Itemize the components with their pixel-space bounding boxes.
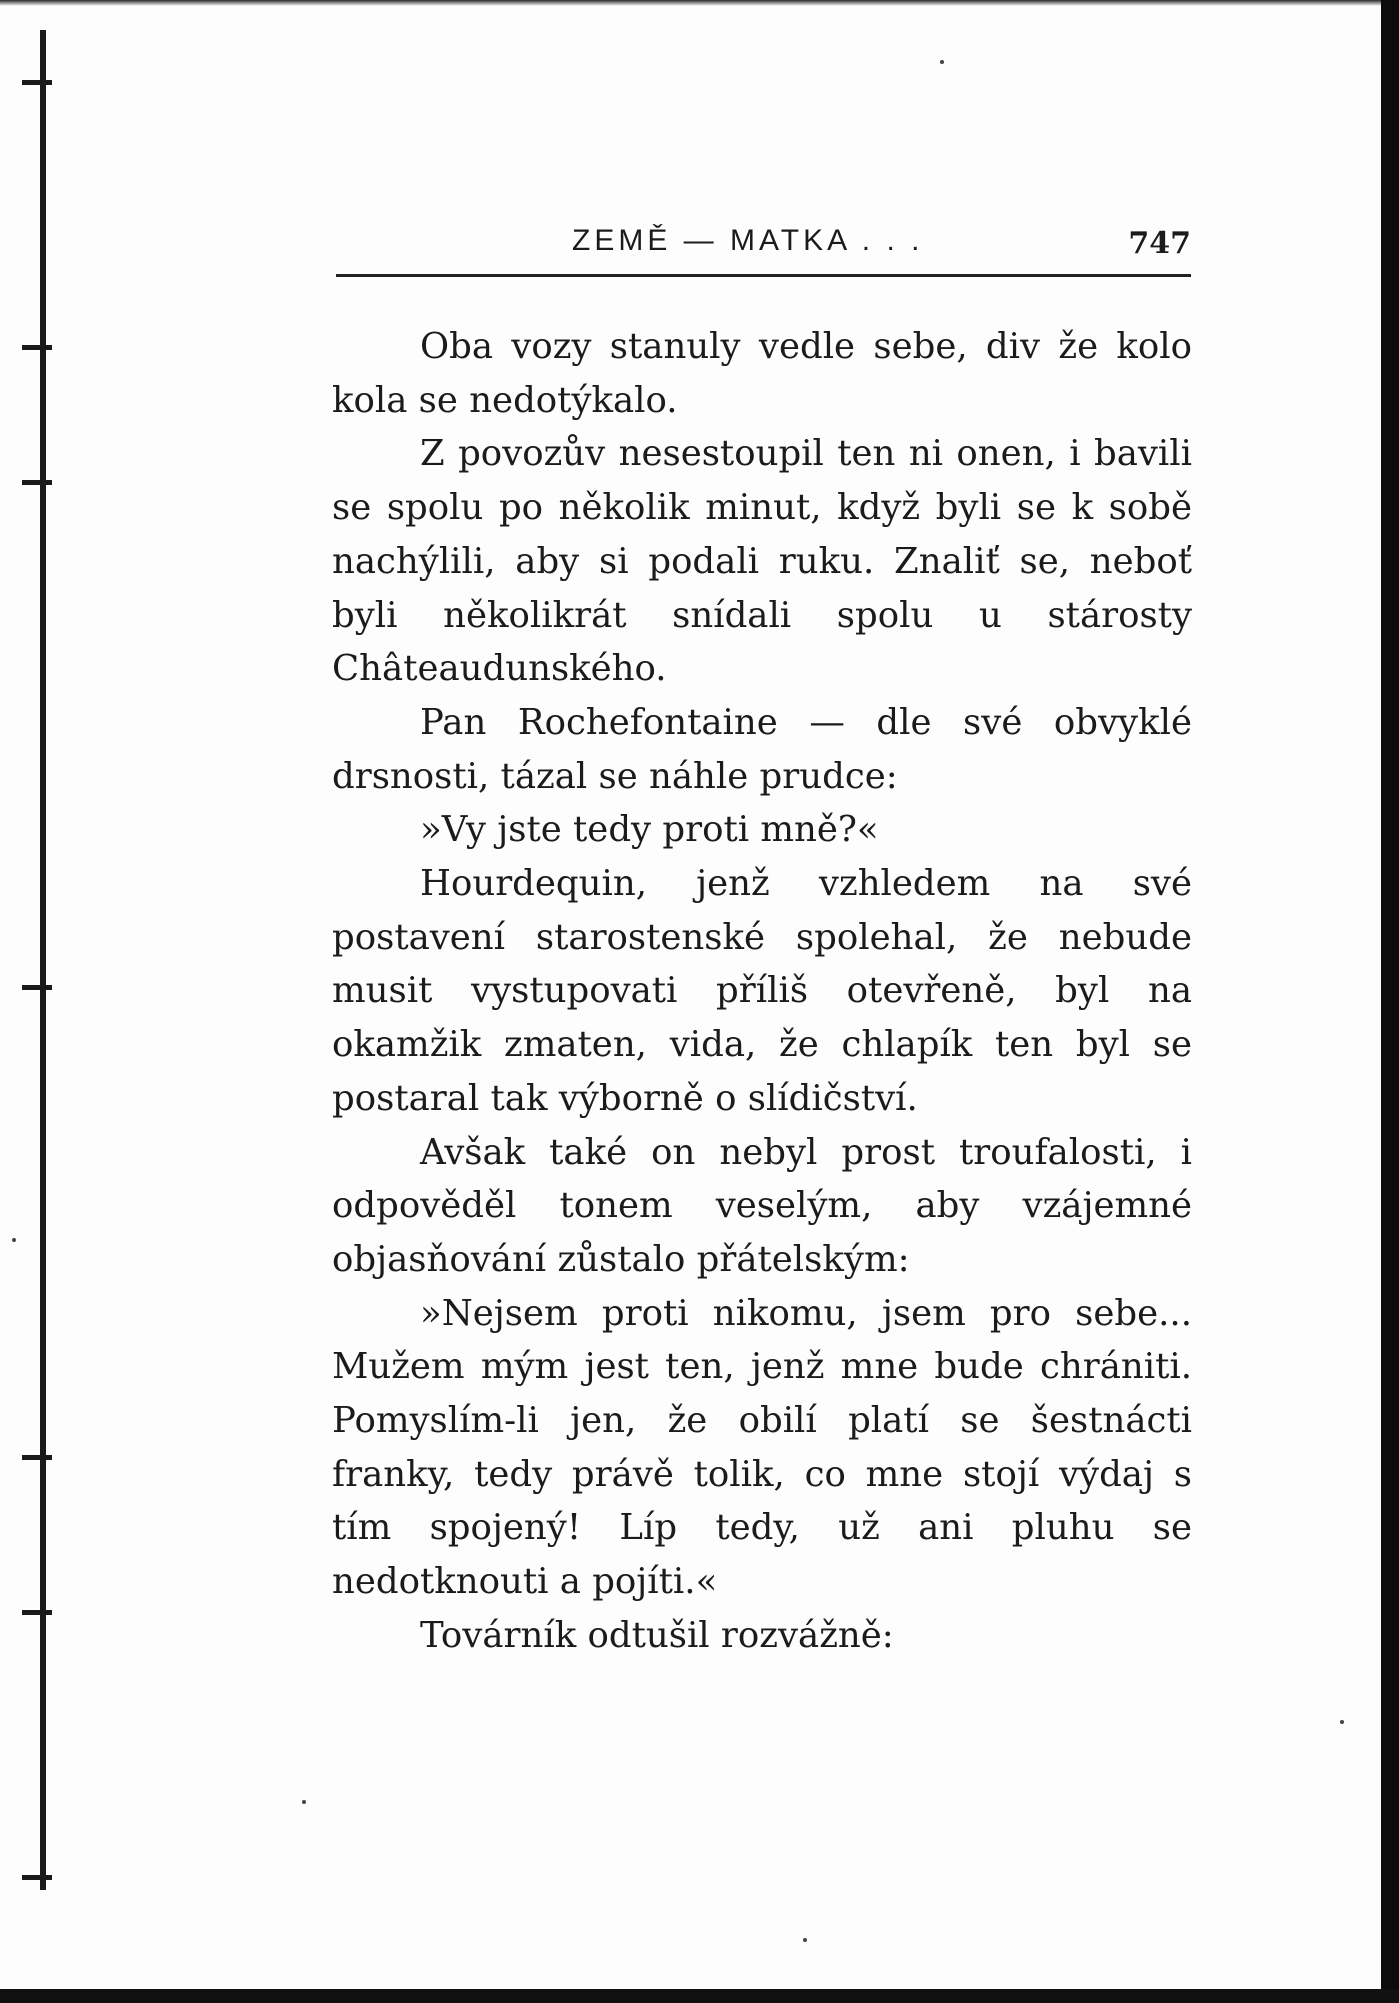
binding-tick <box>22 1455 52 1460</box>
header-rule <box>336 274 1191 277</box>
scan-speck <box>1340 1720 1344 1724</box>
binding-tick <box>22 345 52 350</box>
scan-right-edge <box>1381 0 1399 2003</box>
scan-top-edge <box>0 0 1399 6</box>
paragraph: Oba vozy stanuly vedle sebe, div že kolo kola se nedotýkalo. <box>332 326 1192 421</box>
paragraph: »Nejsem proti nikomu, jsem pro sebe... Mužem mým jest ten, jenž mne bude chrániti. Pomyslím-li jen, že obilí platí se šestnácti franky, tedy právě tolik, co mne stojí výdaj s tím spojený! Líp tedy, už ani pluhu se nedotknouti a pojíti.« <box>332 1292 1192 1603</box>
running-title: ZEMĚ — MATKA . . . <box>572 224 924 257</box>
binding-tick <box>22 480 52 485</box>
binding-tick <box>22 80 52 85</box>
scan-speck <box>803 1938 807 1942</box>
binding-tick <box>22 1610 52 1615</box>
scan-speck <box>302 1800 306 1804</box>
page-number: 747 <box>1128 226 1191 261</box>
scan-speck <box>12 1238 16 1242</box>
paragraph: »Vy jste tedy proti mně?« <box>420 809 879 851</box>
paragraph: Hourdequin, jenž vzhledem na své postavení starostenské spolehal, že nebude musit vystupovati příliš otevřeně, byl na okamžik zmaten, vida, že chlapík ten byl se postaral tak výborně o slídičství. <box>332 863 1192 1119</box>
scan-speck <box>940 60 944 64</box>
paragraph: Továrník odtušil rozvážně: <box>420 1614 894 1656</box>
page-header <box>336 218 1191 270</box>
body-text <box>332 320 1192 1663</box>
paragraph: Pan Rochefontaine — dle své obvyklé drsnosti, tázal se náhle prudce: <box>332 701 1192 797</box>
binding-tick <box>22 1875 52 1880</box>
paragraph: Avšak také on nebyl prost troufalosti, i odpověděl tonem veselým, aby vzájemné objasňování zůstalo přátelským: <box>332 1131 1192 1280</box>
binding-tick <box>22 985 52 990</box>
scan-bottom-edge <box>0 1989 1399 2003</box>
paragraph: Z povozův nesestoupil ten ni onen, i bavili se spolu po několik minut, když byli se k sobě nachýlili, aby si podali ruku. Znaliť se, neboť byli několikrát snídali spolu u stárosty Châteaudunského. <box>332 433 1192 690</box>
